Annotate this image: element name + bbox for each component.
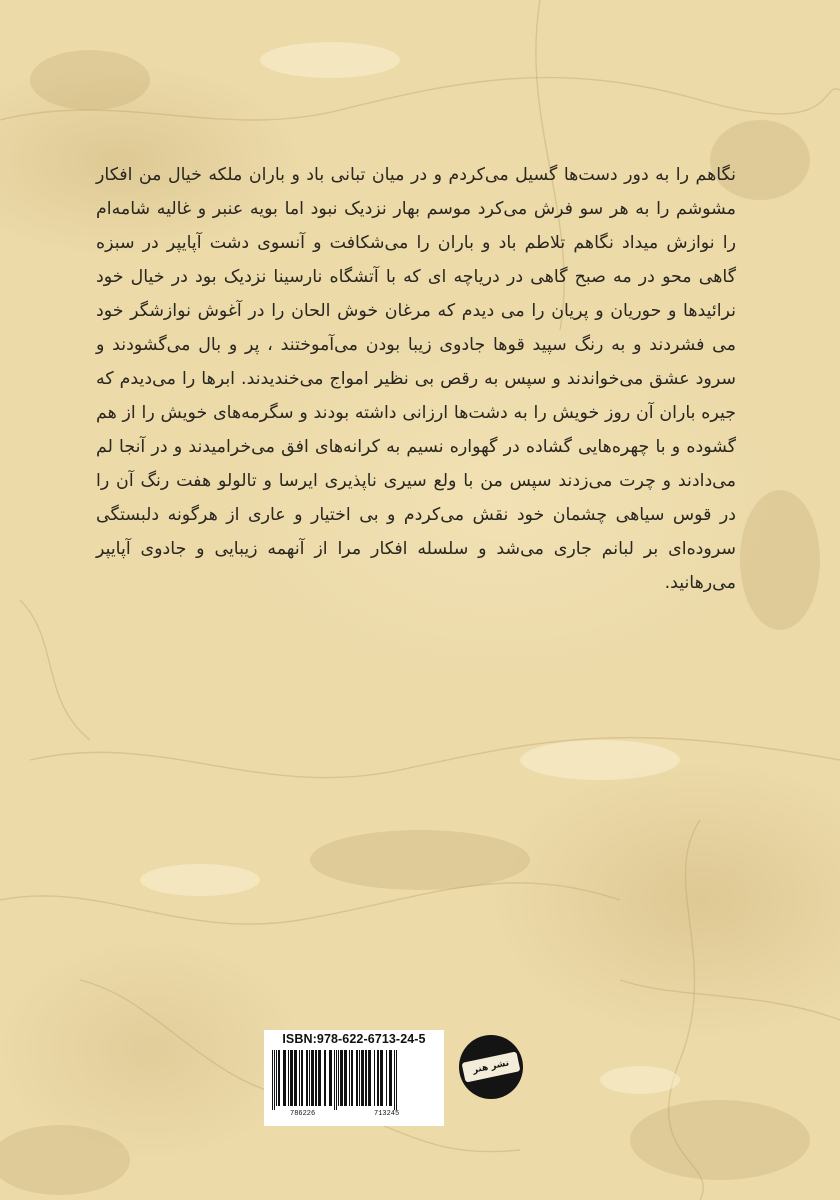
barcode-bar [349,1050,350,1106]
publisher-logo [459,1035,523,1099]
isbn-label: ISBN:978-622-6713-24-5 [282,1032,426,1046]
barcode-bar [356,1050,358,1106]
barcode-guard-bar [274,1050,275,1110]
barcode-bar [299,1050,300,1106]
barcode-guard-bar [394,1050,395,1110]
barcode-bar [329,1050,332,1106]
publisher-logo-band [462,1051,521,1094]
barcode-bars [270,1050,438,1110]
barcode-guard-bar [272,1050,273,1110]
barcode-bar [301,1050,303,1106]
barcode-bar [311,1050,314,1106]
barcode-bar [377,1050,379,1106]
barcode-bar [318,1050,321,1106]
barcode-bar [361,1050,364,1106]
barcode-bar [386,1050,387,1106]
barcode-bar [338,1050,339,1106]
barcode-bar [315,1050,317,1106]
barcode-bar [288,1050,289,1106]
barcode-bar [276,1050,277,1106]
barcode-bar [324,1050,326,1106]
barcode-bar [306,1050,308,1106]
publisher-logo-text: نشر هنر پارینه [471,1058,511,1094]
barcode-bar [374,1050,375,1106]
barcode-bar [368,1050,371,1106]
barcode-bar [365,1050,367,1106]
barcode-bar [344,1050,347,1106]
barcode-bar [351,1050,353,1106]
barcode-bar [283,1050,286,1106]
back-cover-blurb: نگاهم را به دور دست‌ها گسیل می‌کردم و در میان تبانی باد و باران ملکه خیال من افکار مشوشم را به هر سو فرش می‌کرد موسم بهار نزدیک نبود اما بویه عنبر و غالیه شامه‌ام را نوازش میداد نگاهم تلاطم باد و باران را می‌شکافت و آنسوی دشت آپایپر در سبزه گاهی محو در مه صبح گاهی در دریاچه ای که با آتشگاه نارسینا نزدیک بود در خیال خود نرائیدها و حوریان و پریان را می دیدم که مرغان خوش الحان را در آغوش نوازشگر خود می فشردند و به رنگ سپید قوها جادوی زیبا بودن می‌آموختند ، پر و بال می‌گشودند و سرود عشق می‌خواندند و سپس به رقص بی نظیر امواج می‌خندیدند. ابرها را می‌دیدم که جیره باران آن روز خویش را به دشت‌ها ارزانی داشته بودند و سگرمه‌های خویش را از هم گشوده و با چهره‌هایی گشاده در گهواره نسیم به کرانه‌های افق می‌خرامیدند و در آنجا لم می‌دادند و چرت می‌زدند سپس من با ولع سیری ناپذیری ایرسا و تالولو هفت رنگ آن را در قوس سیاهی چشمان خود نقش می‌کردم و بی اختیار و عاری از هرگونه دلبستگی سروده‌ای بر لبانم جاری می‌شد و سلسله افکار مرا از آنهمه زیبایی و جادوی آپایپر می‌رهانید. [96,165,736,593]
barcode-bar [340,1050,343,1106]
barcode-guard-bar [336,1050,337,1110]
barcode-guard-bar [396,1050,397,1110]
barcode-bar [278,1050,280,1106]
barcode-bar [389,1050,392,1106]
barcode-bar [309,1050,310,1106]
barcode-bar [290,1050,293,1106]
barcode-guard-bar [334,1050,335,1110]
barcode-digits-left: 786226 [290,1110,316,1118]
barcode-bar [359,1050,360,1106]
isbn-barcode [264,1030,444,1126]
barcode-bar [294,1050,297,1106]
barcode-digits-right: 713245 [374,1110,400,1118]
barcode-bar [380,1050,383,1106]
